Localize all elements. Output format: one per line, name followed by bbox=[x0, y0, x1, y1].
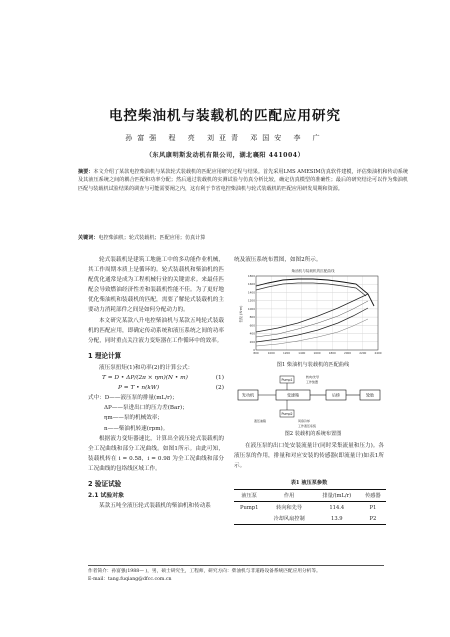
hydraulic-system-label: 工作液压系统 bbox=[298, 424, 317, 428]
equation-2 bbox=[88, 383, 224, 393]
left-column bbox=[88, 255, 224, 511]
pump2-label: Pump2 bbox=[281, 412, 293, 416]
table-header-cell: 传感器 bbox=[365, 493, 381, 499]
results-paragraph: 根据液力变矩器速比，计算出全液压轮式装载机的全工况曲线和部分工况曲线。如图1所示。由此可知，装载机转在 i = 0.58，i = 0.98 为全工况曲线和部分工况曲线的包络线区域工作。 bbox=[88, 435, 224, 472]
sensor-paragraph bbox=[234, 441, 384, 471]
engine-label: 发动机 bbox=[242, 392, 254, 398]
table-cell: 13.9 bbox=[331, 515, 343, 522]
table-cell: 转向和先导 bbox=[276, 505, 303, 511]
figure-1-caption: 图1 柴油机与装载机的匹配曲线 bbox=[276, 362, 350, 368]
steer-label: 转向/先导 bbox=[306, 375, 320, 379]
figure-2-diagram bbox=[234, 374, 394, 432]
section-heading-1: 1 理论计算 bbox=[88, 351, 122, 360]
test-object-paragraph: 某款五吨全液压轮式装载机的柴油机和传动系 bbox=[99, 503, 211, 510]
rear-axle-label: 后桥 bbox=[332, 392, 340, 398]
footnote bbox=[88, 568, 388, 583]
y-tick-label: 1600 bbox=[247, 282, 255, 287]
x-tick-label: 1800 bbox=[328, 351, 336, 355]
keywords-text: 电控柴油机；轮式装载机；匹配应用；仿真计算 bbox=[98, 235, 206, 241]
table-cell: Pump1 bbox=[240, 504, 259, 511]
y-tick-label: 1000 bbox=[247, 306, 255, 311]
abstract bbox=[78, 168, 408, 193]
table-row bbox=[234, 513, 386, 525]
abstract-text: 本文介绍了某款电控柴油机与某款轮式装载机的匹配应用研究过程与结果。首先采用LMS AMESIM仿真软件建模，评估柴油机和传动系统及其液压系统之间的耦合匹配和功率分配；然后通过装载机的实测试验与仿真分析比较，确定仿真模型的准确性；最后的研究结论可以作为柴油机匹配与装载机试验结果的调查与可能需要阐之内，这有利于节省电控柴油机与轮式装载机的匹配应用研发周期和资源。 bbox=[78, 169, 408, 192]
formula-intro: 液压泵扭矩(1)和功率(2)的计算公式： bbox=[99, 364, 194, 371]
x-tick-label: 800 bbox=[253, 351, 259, 355]
pump-parameters-table bbox=[234, 489, 386, 525]
table-1-caption: 表1 液压泵参数 bbox=[290, 480, 328, 486]
paper-title: 电控柴油机与装载机的匹配应用研究 bbox=[109, 108, 341, 124]
y-tick-label: 1400 bbox=[247, 290, 255, 295]
y-tick-label: 1800 bbox=[247, 274, 255, 278]
equation-1-number: (1) bbox=[215, 375, 224, 382]
table-header-cell: 排量/(mL/r) bbox=[322, 493, 352, 499]
equation-1 bbox=[88, 373, 224, 383]
table-cell: P1 bbox=[369, 504, 377, 511]
keywords bbox=[78, 234, 408, 242]
variable-list bbox=[88, 393, 224, 433]
intro-paragraph-2: 本文研究某款八升电控柴油机与某款五吨轮式装载机的匹配应用，即确定传动系统和液压系统之间的功率分配，同时重点关注液力变矩器在工作循环中的效率。 bbox=[88, 317, 224, 344]
sensor-paragraph-text: 在液压泵的出口处安装流量计(同时采集流量和压力)。各液压泵的作用，排量和对应安装的传感器(即流量计)如表1所示。 bbox=[234, 443, 384, 470]
figure-1-y-label: 扭矩 (N·m) bbox=[239, 305, 243, 323]
subsection-heading: 2.1 试验对象 bbox=[88, 493, 125, 500]
table-cell bbox=[234, 513, 264, 525]
authors: 孙富强 程 亮 刘亚青 邓国安 李 广 bbox=[125, 134, 325, 142]
section-heading-2: 2 验证试验 bbox=[88, 479, 122, 488]
x-tick-label: 1000 bbox=[267, 351, 275, 355]
work-label: 工作装置 bbox=[306, 380, 319, 384]
footnote-email: E-mail：tang.fuqiang@dfcc.com.cn bbox=[88, 576, 172, 582]
y-tick-label: 1200 bbox=[247, 298, 255, 303]
gearbox-label: 变速箱 bbox=[287, 392, 299, 398]
table-header-cell: 作用 bbox=[283, 493, 295, 499]
x-tick-label: 1200 bbox=[282, 351, 291, 355]
y-tick-label: 600 bbox=[249, 323, 255, 328]
tank-label: 液压油箱 bbox=[254, 419, 267, 423]
equation-2-body: P = T • n(kW) bbox=[118, 385, 160, 392]
x-tick-label: 1400 bbox=[298, 351, 306, 355]
table-header-row bbox=[234, 490, 386, 502]
y-tick-label: 800 bbox=[249, 315, 255, 320]
right-intro: 统及液压系统布置图，如图2所示。 bbox=[234, 257, 322, 263]
variable-item: ηm——泵的机械效率； bbox=[104, 415, 163, 422]
equation-1-body: T = D • ΔP/(2π × ηm)(N • m) bbox=[102, 375, 188, 382]
y-tick-label: 400 bbox=[249, 331, 255, 336]
table-cell: 114.4 bbox=[329, 504, 345, 511]
tire-label: 轮胎 bbox=[366, 392, 374, 398]
x-tick-label: 1600 bbox=[313, 351, 321, 355]
x-tick-label: 2200 bbox=[359, 351, 367, 355]
table-cell: P2 bbox=[369, 515, 377, 522]
table-row bbox=[234, 502, 386, 514]
fan-label: 风扇冷却 bbox=[298, 419, 311, 423]
y-tick-label: 200 bbox=[249, 339, 255, 344]
x-tick-label: 2400 bbox=[374, 351, 382, 355]
variable-item: ΔP——泵进出口的压力差(Bar)； bbox=[104, 405, 188, 412]
variable-item: n——柴油机转速(rpm)。 bbox=[104, 425, 169, 432]
y-tick-label: 0 bbox=[253, 348, 255, 352]
figure-2-caption: 图2 装载机的系统布置图 bbox=[284, 431, 342, 437]
table-cell: 冷却风扇控制 bbox=[273, 516, 305, 522]
footnote-author: 作者简介：孙富强(1988— )，男，硕士研究生，工程师，研究方向：柴油机与非道路设备系统匹配应用分析等。 bbox=[88, 569, 321, 574]
variable-item: 式中：D——液压泵的排量(mL/r)； bbox=[88, 395, 178, 402]
abstract-label: 摘要： bbox=[78, 169, 94, 175]
figure-1-title: 柴油机与装载机的匹配曲线 bbox=[291, 269, 335, 273]
equation-2-number: (2) bbox=[215, 385, 224, 392]
figure-1-chart bbox=[238, 266, 388, 360]
intro-paragraph: 轮式装载机是建筑工地施工中的多功能作业机械，其工作周期本质上是循环的。轮式装载机和柴油机的匹配优化通常是成为工程机械行业的关键需求。来最佳匹配会导致燃油经济性差和装载机性能不佳。为了更好地优化柴油机和装载机的匹配，需要了解轮式装载机的主要动力消耗部件之间是如何分配动力的。 bbox=[88, 257, 224, 314]
table-header-cell: 液压泵 bbox=[241, 493, 257, 499]
figure-1-x-ticks bbox=[253, 351, 381, 355]
x-tick-label: 2000 bbox=[343, 351, 352, 355]
footnote-rule bbox=[88, 565, 384, 566]
affiliation: （东风康明斯发动机有限公司，湖北襄阳 441004） bbox=[145, 152, 305, 159]
keywords-label: 关键词： bbox=[78, 235, 99, 241]
pump1-label: Pump1 bbox=[281, 378, 293, 382]
